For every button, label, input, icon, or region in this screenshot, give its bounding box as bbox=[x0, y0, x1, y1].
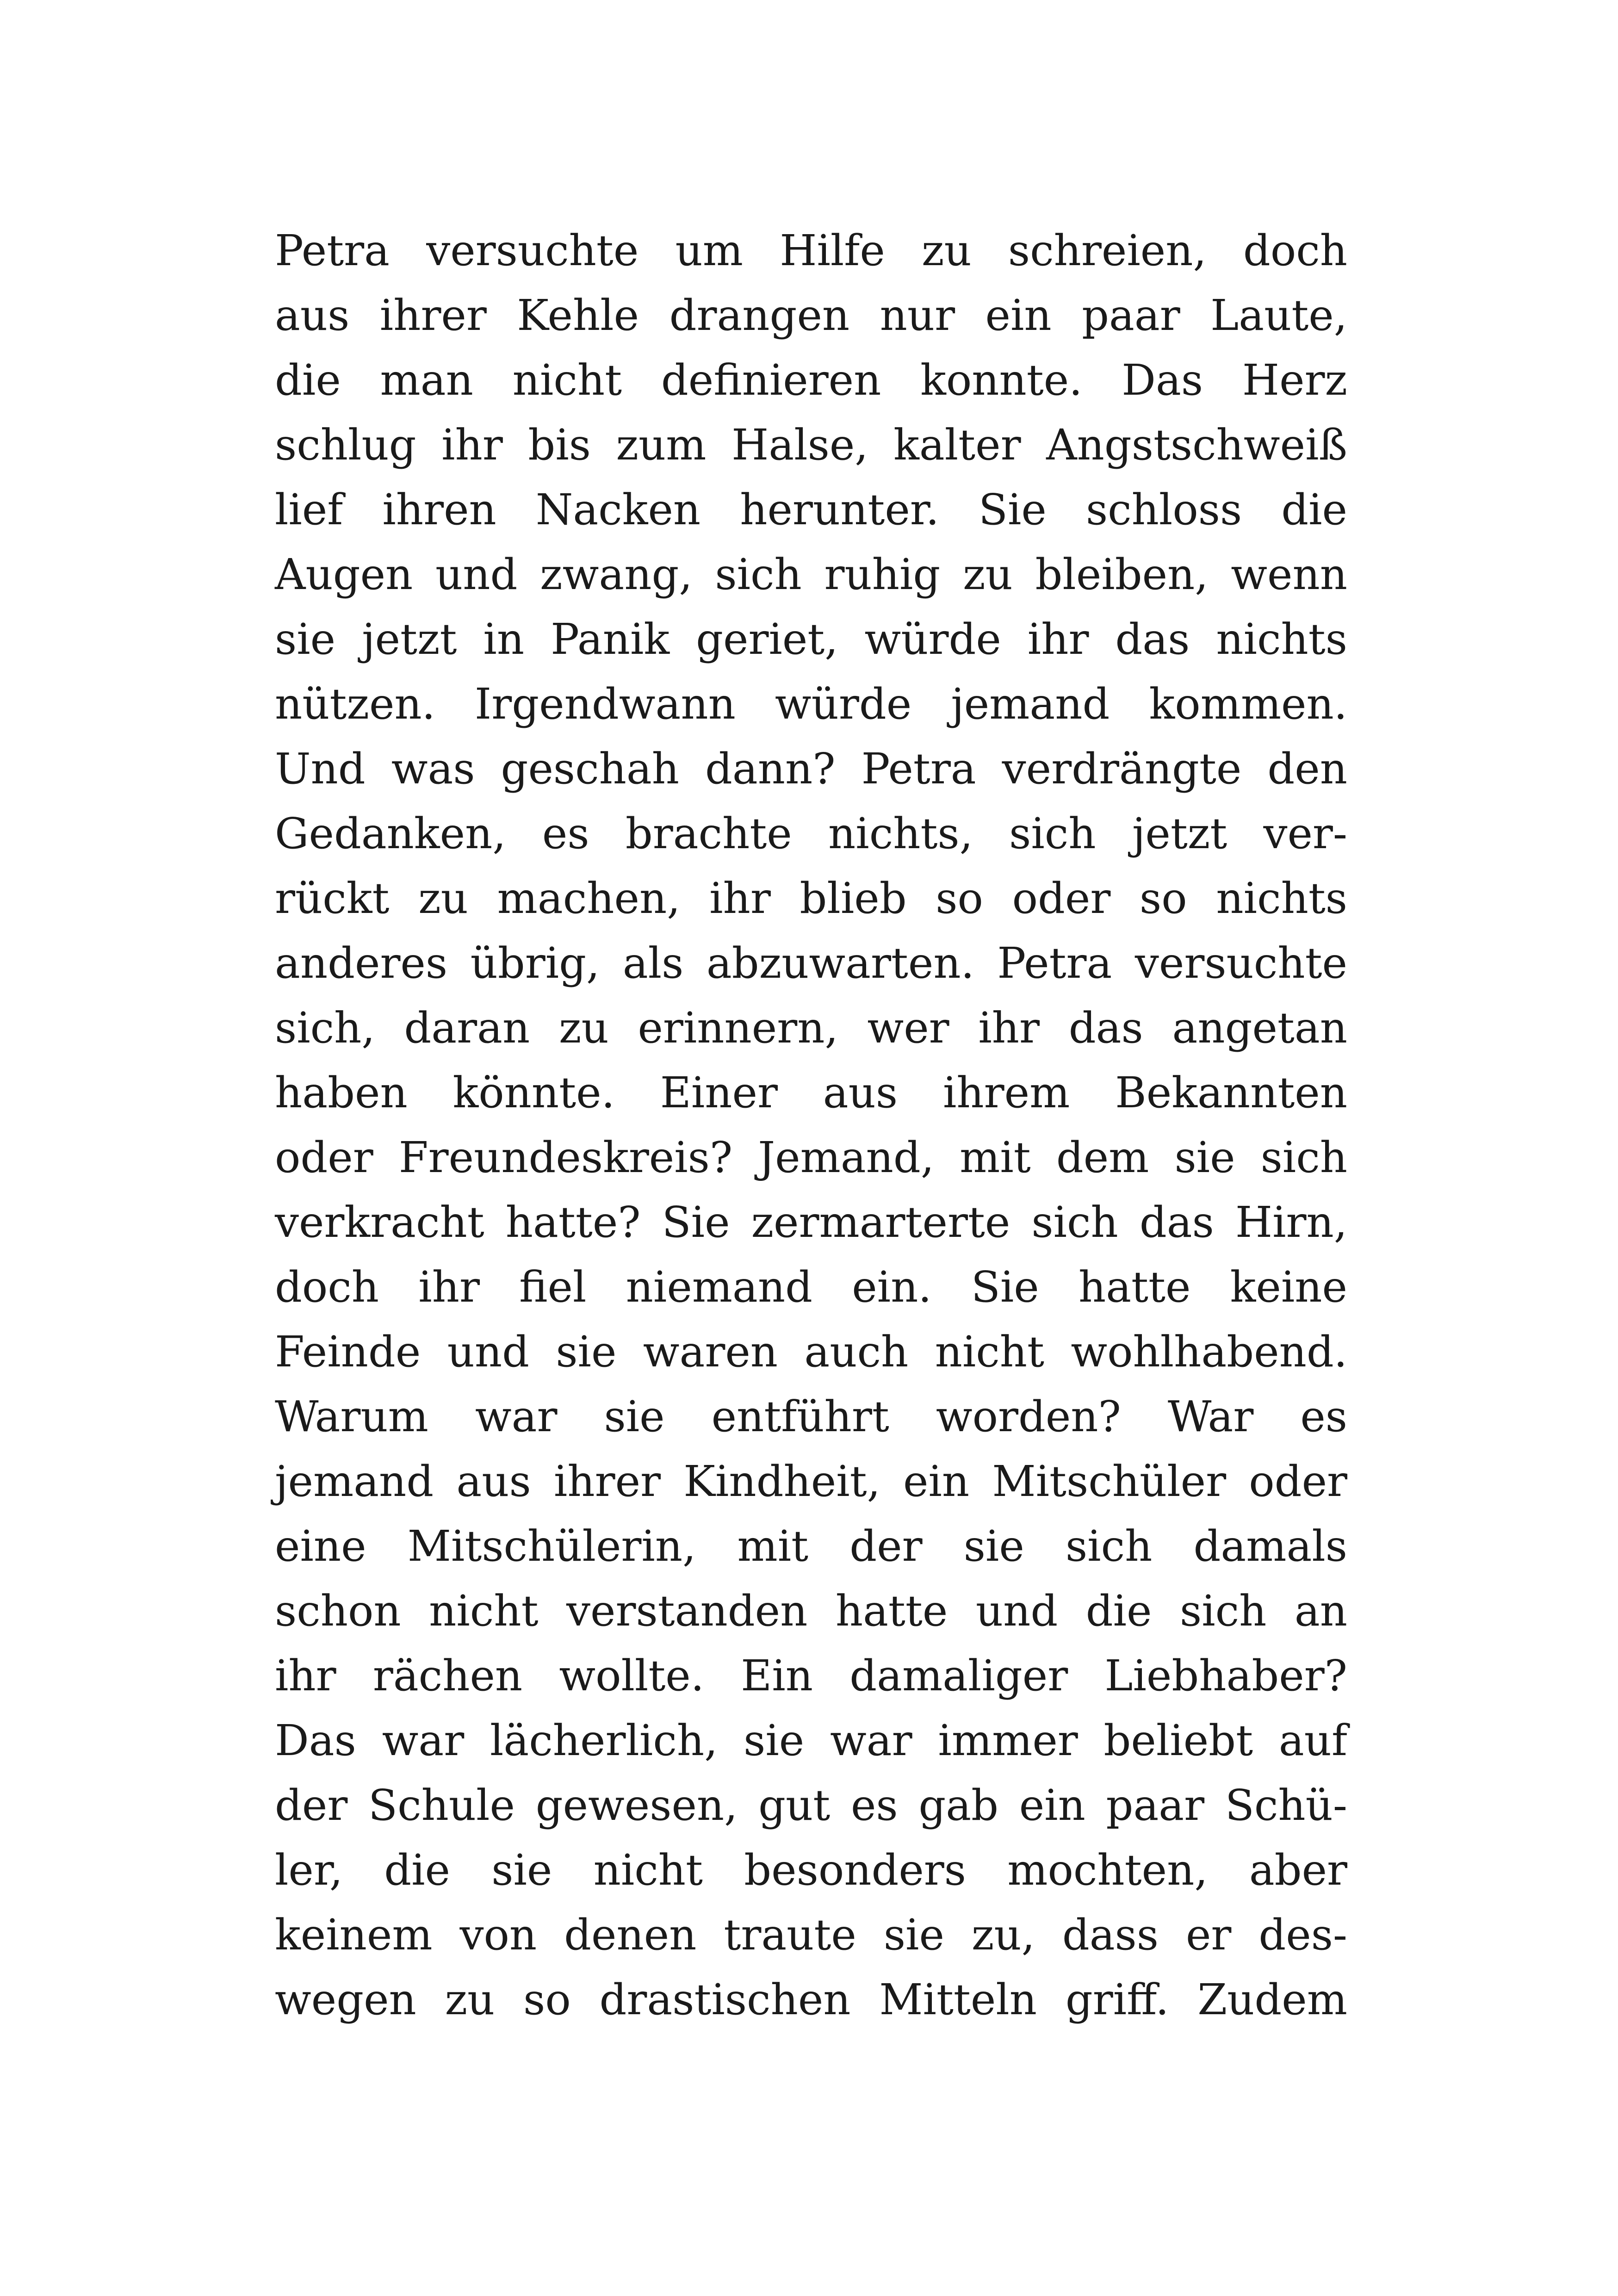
text-line: doch ihr fiel niemand ein. Sie hatte keine bbox=[275, 1262, 1347, 1312]
text-line: sich, daran zu erinnern, wer ihr das angetan bbox=[275, 1003, 1347, 1053]
text-line: sie jetzt in Panik geriet, würde ihr das nichts bbox=[275, 614, 1347, 664]
body-text bbox=[275, 218, 1347, 2032]
text-line: jemand aus ihrer Kindheit, ein Mitschüler oder bbox=[275, 1457, 1347, 1506]
text-line: verkracht hatte? Sie zermarterte sich das Hirn, bbox=[275, 1198, 1347, 1247]
text-line: rückt zu machen, ihr blieb so oder so nichts bbox=[275, 874, 1347, 923]
text-line: Und was geschah dann? Petra verdrängte den bbox=[275, 744, 1347, 794]
text-line: wegen zu so drastischen Mitteln griff. Zudem bbox=[275, 1975, 1347, 2024]
text-line: nützen. Irgendwann würde jemand kommen. bbox=[275, 679, 1347, 729]
text-line: oder Freundeskreis? Jemand, mit dem sie sich bbox=[275, 1133, 1347, 1182]
text-line: Warum war sie entführt worden? War es bbox=[275, 1392, 1347, 1441]
text-line: Feinde und sie waren auch nicht wohlhabend. bbox=[275, 1327, 1347, 1377]
text-line: haben könnte. Einer aus ihrem Bekannten bbox=[275, 1068, 1347, 1117]
text-line: keinem von denen traute sie zu, dass er des- bbox=[275, 1910, 1347, 1960]
text-line: aus ihrer Kehle drangen nur ein paar Laute, bbox=[275, 291, 1347, 340]
text-line: Gedanken, es brachte nichts, sich jetzt ver- bbox=[275, 809, 1347, 858]
text-line: schon nicht verstanden hatte und die sich an bbox=[275, 1586, 1347, 1636]
text-line: ler, die sie nicht besonders mochten, aber bbox=[275, 1845, 1347, 1895]
text-line: der Schule gewesen, gut es gab ein paar Schü- bbox=[275, 1781, 1347, 1830]
text-line: Augen und zwang, sich ruhig zu bleiben, wenn bbox=[275, 550, 1347, 599]
text-line: ihr rächen wollte. Ein damaliger Liebhaber? bbox=[275, 1651, 1347, 1700]
text-line: Das war lächerlich, sie war immer beliebt auf bbox=[275, 1716, 1347, 1765]
text-line: schlug ihr bis zum Halse, kalter Angstschweiß bbox=[275, 420, 1347, 470]
text-line: die man nicht definieren konnte. Das Herz bbox=[275, 355, 1347, 405]
text-line: eine Mitschülerin, mit der sie sich damals bbox=[275, 1521, 1347, 1571]
text-line: Petra versuchte um Hilfe zu schreien, doch bbox=[275, 226, 1347, 275]
text-line: anderes übrig, als abzuwarten. Petra versuchte bbox=[275, 938, 1347, 988]
text-line: lief ihren Nacken herunter. Sie schloss die bbox=[275, 485, 1347, 534]
